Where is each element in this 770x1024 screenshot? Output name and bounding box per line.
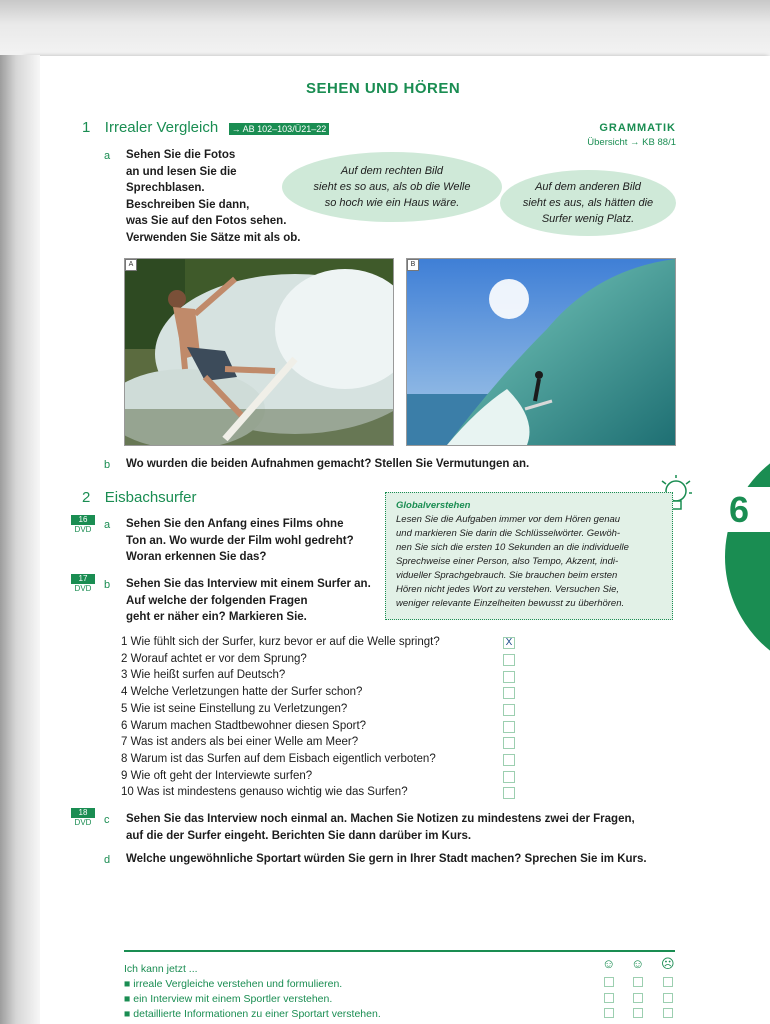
task-line: auf die der Surfer eingeht. Berichten Sie dann darüber im Kurs.	[126, 829, 472, 842]
clapper-icon: 18	[71, 808, 95, 818]
list-item: 5 Wie ist seine Einstellung zu Verletzungen?	[121, 702, 348, 715]
exercise-title: Eisbachsurfer	[104, 489, 197, 506]
tip-line: Sprechweise einer Person, also Tempo, Akzent, indi-	[396, 556, 619, 567]
bubble-line: sieht es so aus, als ob die Welle	[313, 181, 471, 193]
task-line: Ton an. Wo wurde der Film wohl gedreht?	[126, 534, 354, 547]
summary-title: Ich kann jetzt ...	[124, 963, 198, 975]
tip-line: vidueller Sprachgebrauch. Sie brauchen beim ersten	[396, 570, 618, 581]
task-2c	[126, 811, 666, 844]
list-item: 9 Wie oft geht der Interviewte surfen?	[121, 769, 313, 782]
task-line: Beschreiben Sie dann,	[126, 198, 250, 211]
can-do-summary	[124, 950, 675, 1022]
question-checkbox-3[interactable]	[503, 671, 515, 683]
grammar-reference: Übersicht → KB 88/1	[587, 137, 676, 148]
list-item: 2 Worauf achtet er vor dem Sprung?	[121, 652, 307, 665]
question-checkbox-9[interactable]	[503, 771, 515, 783]
tip-line: und markieren Sie darin die Schlüsselwörter. Gewöh-	[396, 528, 621, 539]
exercise-number: 1	[82, 119, 91, 136]
task-2b	[126, 576, 384, 626]
tip-title: Globalverstehen	[396, 500, 471, 511]
scan-binding-shadow	[0, 55, 40, 1024]
exercise-title: Irrealer Vergleich	[104, 119, 219, 136]
task-line: was Sie auf den Fotos sehen.	[126, 215, 287, 227]
list-item: 3 Wie heißt surfen auf Deutsch?	[121, 669, 286, 682]
task-line: Sehen Sie den Anfang eines Films ohne	[126, 518, 344, 530]
smiley-neutral-icon: ☺	[631, 956, 645, 971]
task-letter: a	[104, 519, 111, 531]
chapter-number: 6	[729, 489, 750, 530]
list-item: 4 Welche Verletzungen hatte der Surfer schon?	[121, 686, 363, 699]
section-title: SEHEN UND HÖREN	[306, 80, 461, 97]
dvd-label: DVD	[74, 818, 92, 827]
chapter-tab-shape	[725, 437, 770, 677]
exercise-2-header	[82, 489, 197, 507]
task-letter: a	[104, 150, 111, 162]
photo-a-river-surfer	[124, 258, 394, 446]
summary-item-text: irreale Vergleiche verstehen und formulieren.	[133, 978, 343, 990]
dvd-track-18	[71, 808, 95, 827]
task-line: Woran erkennen Sie das?	[126, 551, 267, 563]
exercise-number: 2	[82, 489, 91, 506]
photo-b-image	[407, 259, 675, 445]
tip-line: nen Sie sich die ersten 10 Sekunden an die individuelle	[396, 542, 629, 553]
list-item: 7 Was ist anders als bei einer Welle am Meer?	[121, 736, 359, 749]
task-1b: Wo wurden die beiden Aufnahmen gemacht? Stellen Sie Vermutungen an.	[126, 458, 530, 470]
bubble-line: sieht es aus, als hätten die	[522, 197, 654, 209]
rating-checkbox[interactable]	[604, 993, 614, 1003]
task-line: an und lesen Sie die	[126, 165, 237, 178]
clapper-icon: 16	[71, 515, 95, 525]
list-item: 10 Was ist mindestens genauso wichtig wie das Surfen?	[121, 786, 408, 799]
bubble-line: Auf dem anderen Bild	[535, 181, 641, 193]
summary-item-text: detaillierte Informationen zu einer Sportart verstehen.	[133, 1008, 381, 1020]
photo-b-ocean-wave	[406, 258, 676, 446]
task-1a	[126, 147, 311, 246]
question-list	[121, 634, 521, 801]
speech-bubble-1	[282, 152, 502, 222]
task-letter: b	[104, 459, 111, 471]
task-line: Sehen Sie die Fotos	[126, 149, 236, 161]
task-line: Sehen Sie das Interview noch einmal an. Machen Sie Notizen zu mindestens zwei der Fragen,	[126, 813, 635, 825]
smiley-sad-icon: ☹	[661, 956, 675, 971]
bubble-line: Surfer wenig Platz.	[541, 213, 635, 225]
rating-checkbox[interactable]	[633, 993, 643, 1003]
question-checkbox-2[interactable]	[503, 654, 515, 666]
photo-a-image	[125, 259, 393, 445]
tip-line: weniger relevante Einzelheiten bewusst zu überhören.	[396, 598, 625, 609]
task-line: Sehen Sie das Interview mit einem Surfer an.	[126, 578, 371, 590]
photo-label: A	[125, 259, 137, 271]
dvd-label: DVD	[74, 584, 92, 593]
task-line: geht er näher ein? Markieren Sie.	[126, 611, 307, 623]
scan-top-edge	[0, 0, 770, 60]
task-line: Verwenden Sie Sätze mit als ob.	[126, 231, 301, 244]
rating-checkbox[interactable]	[604, 977, 614, 987]
exercise-1-header	[82, 119, 329, 137]
tip-line: Hören nicht jedes Wort zu verstehen. Versuchen Sie,	[396, 584, 620, 595]
bubble-line: so hoch wie ein Haus wäre.	[324, 197, 460, 209]
list-item: 1 Wie fühlt sich der Surfer, kurz bevor er auf die Welle springt?	[121, 636, 440, 648]
task-2a	[126, 516, 376, 566]
clapper-icon: 17	[71, 574, 95, 584]
list-item: 6 Warum machen Stadtbewohner diesen Sport?	[121, 719, 367, 732]
grammar-title: GRAMMATIK	[599, 122, 676, 134]
summary-item: ■ irreale Vergleiche verstehen und formulieren.	[124, 978, 343, 990]
summary-item: ■ detaillierte Informationen zu einer Sportart verstehen.	[124, 1008, 381, 1020]
speech-bubble-2	[500, 170, 676, 236]
photo-label: B	[407, 259, 419, 271]
smiley-happy-icon: ☺	[602, 956, 616, 971]
task-line: Sprechblasen.	[126, 182, 205, 194]
summary-item: ■ ein Interview mit einem Sportler verstehen.	[124, 993, 333, 1005]
tip-line: Lesen Sie die Aufgaben immer vor dem Hören genau	[396, 514, 621, 525]
question-checkbox-6[interactable]	[503, 721, 515, 733]
rating-checkbox[interactable]	[663, 977, 673, 987]
question-checkbox-4[interactable]	[503, 687, 515, 699]
workbook-reference: → AB 102–103/Ü21–22	[229, 123, 330, 135]
grammar-box	[587, 122, 676, 148]
dvd-label: DVD	[74, 525, 92, 534]
rating-checkbox[interactable]	[663, 993, 673, 1003]
question-checkbox-7[interactable]	[503, 737, 515, 749]
task-letter: c	[104, 814, 110, 826]
bubble-line: Auf dem rechten Bild	[340, 165, 444, 177]
task-letter: d	[104, 854, 111, 866]
rating-checkbox[interactable]	[663, 1008, 673, 1018]
dvd-track-16	[71, 515, 95, 534]
tip-box	[385, 492, 673, 620]
rating-checkbox[interactable]	[633, 1008, 643, 1018]
question-checkbox-5[interactable]	[503, 704, 515, 716]
task-2d: Welche ungewöhnliche Sportart würden Sie gern in Ihrer Stadt machen? Sprechen Sie im Kurs.	[126, 853, 647, 865]
rating-checkbox[interactable]	[604, 1008, 614, 1018]
chapter-tab	[725, 437, 770, 677]
question-checkbox-10[interactable]	[503, 787, 515, 799]
list-item: 8 Warum ist das Surfen auf dem Eisbach eigentlich verboten?	[121, 752, 436, 765]
dvd-track-17	[71, 574, 95, 593]
question-checkbox-8[interactable]	[503, 754, 515, 766]
task-line: Auf welche der folgenden Fragen	[126, 594, 308, 607]
task-letter: b	[104, 579, 111, 591]
question-checkbox-1[interactable]: X	[503, 637, 515, 649]
rating-checkbox[interactable]	[633, 977, 643, 987]
summary-item-text: ein Interview mit einem Sportler verstehen.	[133, 993, 333, 1005]
